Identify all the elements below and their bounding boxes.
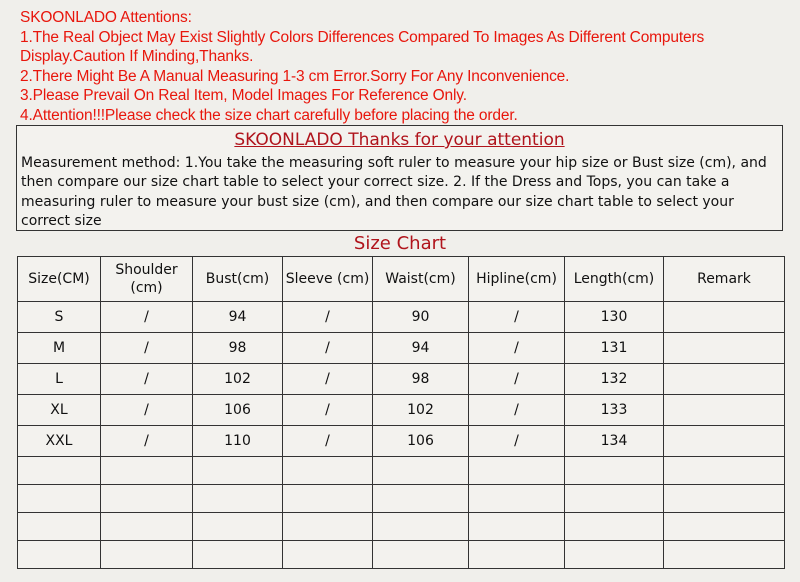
empty-cell: [565, 541, 664, 569]
cell-waist: 102: [373, 395, 469, 426]
table-row: [18, 302, 785, 333]
empty-table-row: [18, 457, 785, 485]
cell-waist: 90: [373, 302, 469, 333]
table-row: [18, 333, 785, 364]
empty-cell: [101, 457, 193, 485]
cell-remark: [664, 302, 785, 333]
cell-sleeve: /: [283, 333, 373, 364]
empty-cell: [469, 485, 565, 513]
empty-cell: [283, 541, 373, 569]
empty-cell: [193, 457, 283, 485]
cell-shoulder: /: [101, 333, 193, 364]
empty-cell: [283, 457, 373, 485]
empty-cell: [565, 457, 664, 485]
cell-hipline: /: [469, 395, 565, 426]
thanks-title: SKOONLADO Thanks for your attention: [234, 130, 565, 150]
attention-line-1: 1.The Real Object May Exist Slightly Colors Differences Compared To Images As Different Computers Display.Caution If Minding,Thanks.: [20, 28, 705, 66]
cell-sleeve: /: [283, 302, 373, 333]
header-remark: Remark: [664, 257, 785, 302]
cell-length: 133: [565, 395, 664, 426]
cell-length: 130: [565, 302, 664, 333]
cell-remark: [664, 333, 785, 364]
empty-table-row: [18, 513, 785, 541]
table-row: [18, 364, 785, 395]
empty-cell: [373, 513, 469, 541]
cell-bust: 94: [193, 302, 283, 333]
cell-waist: 98: [373, 364, 469, 395]
empty-cell: [565, 485, 664, 513]
empty-cell: [18, 457, 101, 485]
cell-hipline: /: [469, 364, 565, 395]
empty-cell: [664, 513, 785, 541]
empty-cell: [664, 457, 785, 485]
measurement-method-text: Measurement method: 1.You take the measuring soft ruler to measure your hip size or Bust size (cm), and then compare our size chart table to select your correct size. 2. If the Dress and Tops, you can take a measuring ruler to measure your bust size (cm), and then compare our size chart table to select your correct size: [21, 155, 767, 230]
header-sleeve: Sleeve (cm): [283, 257, 373, 302]
measurement-method-box: [16, 125, 783, 231]
attention-line-3: 3.Please Prevail On Real Item, Model Images For Reference Only.: [20, 87, 467, 105]
empty-cell: [373, 457, 469, 485]
empty-cell: [469, 513, 565, 541]
header-size: Size(CM): [18, 257, 101, 302]
empty-cell: [565, 513, 664, 541]
empty-cell: [18, 485, 101, 513]
cell-shoulder: /: [101, 395, 193, 426]
empty-cell: [664, 541, 785, 569]
empty-cell: [18, 541, 101, 569]
empty-cell: [373, 541, 469, 569]
cell-waist: 94: [373, 333, 469, 364]
cell-bust: 102: [193, 364, 283, 395]
cell-sleeve: /: [283, 395, 373, 426]
cell-remark: [664, 426, 785, 457]
cell-hipline: /: [469, 426, 565, 457]
header-shoulder: Shoulder (cm): [101, 257, 193, 302]
header-hipline: Hipline(cm): [469, 257, 565, 302]
cell-bust: 106: [193, 395, 283, 426]
cell-length: 132: [565, 364, 664, 395]
table-row: [18, 395, 785, 426]
cell-shoulder: /: [101, 302, 193, 333]
empty-cell: [283, 513, 373, 541]
size-chart-table: [17, 256, 785, 569]
empty-cell: [469, 457, 565, 485]
cell-length: 131: [565, 333, 664, 364]
empty-cell: [469, 541, 565, 569]
table-header-row: [18, 257, 785, 302]
empty-cell: [193, 541, 283, 569]
cell-sleeve: /: [283, 364, 373, 395]
table-row: [18, 426, 785, 457]
cell-sleeve: /: [283, 426, 373, 457]
empty-cell: [193, 485, 283, 513]
header-waist: Waist(cm): [373, 257, 469, 302]
empty-table-row: [18, 541, 785, 569]
empty-cell: [101, 513, 193, 541]
empty-table-row: [18, 485, 785, 513]
attention-heading: SKOONLADO Attentions:: [20, 9, 192, 26]
attention-line-2: 2.There Might Be A Manual Measuring 1-3 cm Error.Sorry For Any Inconvenience.: [20, 67, 570, 85]
empty-cell: [283, 485, 373, 513]
cell-shoulder: /: [101, 426, 193, 457]
cell-hipline: /: [469, 333, 565, 364]
cell-remark: [664, 364, 785, 395]
cell-waist: 106: [373, 426, 469, 457]
cell-size: XXL: [18, 426, 101, 457]
header-length: Length(cm): [565, 257, 664, 302]
cell-size: XL: [18, 395, 101, 426]
cell-bust: 98: [193, 333, 283, 364]
cell-hipline: /: [469, 302, 565, 333]
size-chart-title: Size Chart: [353, 233, 447, 254]
cell-size: L: [18, 364, 101, 395]
empty-cell: [101, 541, 193, 569]
cell-size: S: [18, 302, 101, 333]
attention-notes: [20, 8, 790, 126]
attention-line-4: 4.Attention!!!Please check the size chart carefully before placing the order.: [20, 106, 518, 124]
cell-shoulder: /: [101, 364, 193, 395]
cell-length: 134: [565, 426, 664, 457]
empty-cell: [373, 485, 469, 513]
empty-cell: [664, 485, 785, 513]
cell-bust: 110: [193, 426, 283, 457]
cell-remark: [664, 395, 785, 426]
empty-cell: [18, 513, 101, 541]
header-bust: Bust(cm): [193, 257, 283, 302]
cell-size: M: [18, 333, 101, 364]
empty-cell: [193, 513, 283, 541]
empty-cell: [101, 485, 193, 513]
